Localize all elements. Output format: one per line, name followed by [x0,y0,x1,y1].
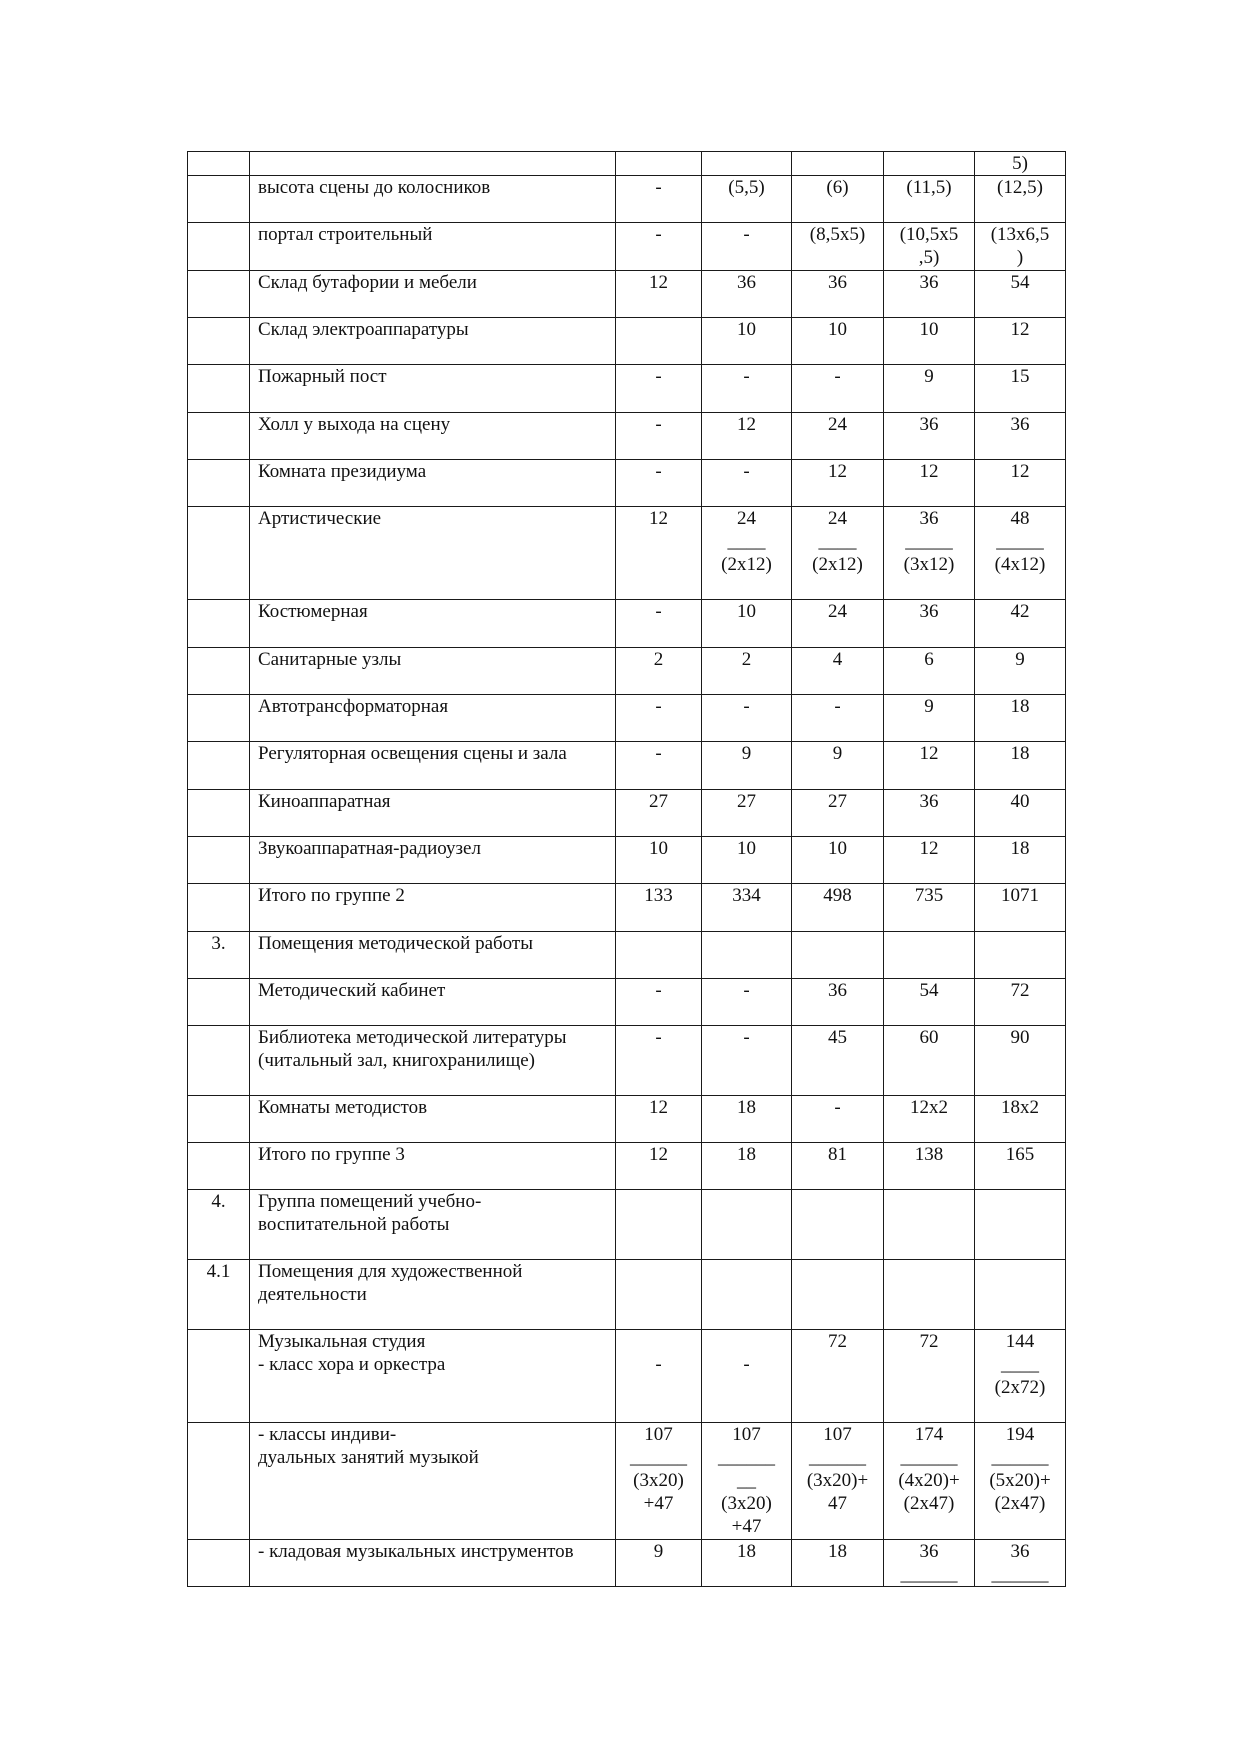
area-value: 90 [975,1026,1066,1096]
area-value: - [616,979,702,1026]
row-number [188,1143,250,1190]
area-value: 36 [792,979,884,1026]
room-name-line: - кладовая музыкальных инструментов [258,1541,574,1562]
area-value: 36 [884,413,975,460]
row-number [188,271,250,318]
table-row [188,837,1066,884]
table-row [188,884,1066,932]
area-value: (8,5x5) [792,223,884,271]
table-row [188,152,1066,176]
room-name [250,884,616,932]
room-name [250,271,616,318]
area-value: 2 [616,648,702,695]
area-value [792,1260,884,1330]
room-name-line: Помещения методической работы [258,933,533,954]
table-row [188,1260,1066,1330]
row-number: 4. [188,1190,250,1260]
area-value: - [702,695,792,742]
table-row [188,1540,1066,1587]
row-number [188,176,250,223]
area-value: 9 [975,648,1066,695]
table-row [188,742,1066,790]
row-number [188,318,250,365]
room-name-line: Склад бутафории и мебели [258,272,477,293]
room-name-line: Киноаппаратная [258,791,391,812]
area-value: 12 [616,507,702,600]
area-value [616,318,702,365]
area-value: (5,5) [702,176,792,223]
table-row [188,318,1066,365]
area-value: - [616,1330,702,1423]
room-name [250,742,616,790]
room-name-line: Комната президиума [258,461,427,482]
table-row [188,176,1066,223]
area-value: 12 [616,1143,702,1190]
row-number [188,837,250,884]
room-name [250,507,616,600]
table-row [188,648,1066,695]
area-value: 9 [792,742,884,790]
table-row [188,695,1066,742]
area-value: 36 [884,790,975,837]
room-name [250,790,616,837]
area-value: 334 [702,884,792,932]
area-value: 2 [702,648,792,695]
area-value: (13x6,5 ) [975,223,1066,271]
area-value: 138 [884,1143,975,1190]
room-name [250,1330,616,1423]
area-value: 18x2 [975,1096,1066,1143]
area-value: - [702,979,792,1026]
room-name [250,1143,616,1190]
area-value: 10 [702,600,792,648]
area-value: 18 [975,695,1066,742]
area-value [975,1190,1066,1260]
room-name [250,1540,616,1587]
room-name-line: Методический кабинет [258,980,446,1001]
area-value: 9 [702,742,792,790]
area-value [702,152,792,176]
table-row [188,1330,1066,1423]
room-name [250,318,616,365]
area-value: 10 [792,318,884,365]
area-value: - [616,742,702,790]
area-value: 18 [702,1143,792,1190]
area-value: 36 [792,271,884,318]
area-value: 107 ______ (3x20) +47 [616,1423,702,1540]
room-name-line: (читальный зал, книгохранилище) [258,1050,535,1071]
area-value: 4 [792,648,884,695]
row-number [188,648,250,695]
area-value: 12 [884,837,975,884]
area-value: - [616,223,702,271]
area-value: 72 [792,1330,884,1423]
room-name-line: Музыкальная студия [258,1331,426,1352]
row-number [188,1026,250,1096]
area-value: 54 [884,979,975,1026]
room-name-line: Холл у выхода на сцену [258,414,451,435]
area-value: 18 [975,742,1066,790]
row-number [188,460,250,507]
table-row [188,600,1066,648]
room-name [250,176,616,223]
room-name [250,1423,616,1540]
row-number: 3. [188,932,250,979]
area-value: 12x2 [884,1096,975,1143]
table-row [188,507,1066,600]
row-number [188,507,250,600]
room-name [250,648,616,695]
room-name-line: Комнаты методистов [258,1097,428,1118]
area-value [792,932,884,979]
area-value: 72 [975,979,1066,1026]
table-row [188,932,1066,979]
table-row [188,979,1066,1026]
room-name-line: Склад электроаппаратуры [258,319,469,340]
table-row [188,1096,1066,1143]
area-value [884,932,975,979]
table-body [188,152,1066,1587]
area-value: 36 [975,413,1066,460]
area-value: 12 [975,318,1066,365]
area-value: - [616,695,702,742]
area-value: 54 [975,271,1066,318]
area-value: 12 [975,460,1066,507]
area-value: - [702,1026,792,1096]
room-name-line: Регуляторная освещения сцены и зала [258,743,567,764]
room-area-table [187,151,1066,1587]
area-value [702,1260,792,1330]
area-value: (12,5) [975,176,1066,223]
area-value: - [702,223,792,271]
room-name-line: Звукоаппаратная-радиоузел [258,838,481,859]
area-value: 36 ______ [884,1540,975,1587]
room-name [250,979,616,1026]
area-value: 10 [702,318,792,365]
room-name [250,932,616,979]
area-value: 9 [616,1540,702,1587]
room-name-line: Итого по группе 2 [258,885,405,906]
area-value: 10 [616,837,702,884]
area-value: 18 [702,1540,792,1587]
area-value: - [792,365,884,413]
area-value: 12 [884,460,975,507]
area-value: 194 ______ (5x20)+ (2x47) [975,1423,1066,1540]
area-value: 40 [975,790,1066,837]
area-value: (10,5x5 ,5) [884,223,975,271]
room-name-line: Артистические [258,508,382,529]
row-number [188,1540,250,1587]
row-number [188,884,250,932]
room-name [250,460,616,507]
row-number [188,600,250,648]
area-value: 5) [975,152,1066,176]
area-value: 498 [792,884,884,932]
row-number [188,152,250,176]
area-value: 12 [616,1096,702,1143]
room-name-line: Пожарный пост [258,366,387,387]
row-number [188,223,250,271]
area-value: 42 [975,600,1066,648]
area-value: 18 [792,1540,884,1587]
area-value: 60 [884,1026,975,1096]
area-value: - [792,1096,884,1143]
table-row [188,1026,1066,1096]
room-name [250,695,616,742]
area-value [616,932,702,979]
room-name-line: Санитарные узлы [258,649,402,670]
area-value: 133 [616,884,702,932]
row-number [188,1423,250,1540]
area-value: 36 [702,271,792,318]
area-value: (11,5) [884,176,975,223]
room-name-line: Группа помещений учебно- [258,1191,482,1212]
area-value [975,932,1066,979]
area-value: 9 [884,695,975,742]
room-name-line: дуальных занятий музыкой [258,1447,479,1468]
room-name [250,600,616,648]
table-row [188,413,1066,460]
area-value: 36 ______ [975,1540,1066,1587]
area-value: 45 [792,1026,884,1096]
area-value: 144 ____ (2x72) [975,1330,1066,1423]
row-number [188,695,250,742]
area-value [884,1260,975,1330]
row-number [188,790,250,837]
area-value: 10 [792,837,884,884]
area-value: 24 [792,413,884,460]
area-value: 12 [792,460,884,507]
table-row [188,271,1066,318]
area-value [975,1260,1066,1330]
table-row [188,365,1066,413]
table-row [188,790,1066,837]
area-value [792,152,884,176]
room-name-line: Итого по группе 3 [258,1144,405,1165]
area-value: 24 ____ (2x12) [792,507,884,600]
room-name-line: высота сцены до колосников [258,177,491,198]
area-value [884,152,975,176]
row-number: 4.1 [188,1260,250,1330]
area-value: - [616,176,702,223]
area-value: 36 [884,271,975,318]
area-value: - [616,600,702,648]
room-name-line: деятельности [258,1284,367,1305]
area-value [792,1190,884,1260]
row-number [188,742,250,790]
room-name-line: - классы индиви- [258,1424,397,1445]
table-row [188,1190,1066,1260]
table-row [188,1423,1066,1540]
area-value: 15 [975,365,1066,413]
area-value: 107 ______ (3x20)+ 47 [792,1423,884,1540]
area-value: 10 [702,837,792,884]
row-number [188,365,250,413]
room-name [250,837,616,884]
room-name [250,152,616,176]
area-value: 72 [884,1330,975,1423]
area-value: 9 [884,365,975,413]
room-name [250,223,616,271]
table-row [188,223,1066,271]
room-name [250,1096,616,1143]
area-value: 6 [884,648,975,695]
row-number [188,1330,250,1423]
row-number [188,1096,250,1143]
room-name-line: Костюмерная [258,601,368,622]
area-value [702,932,792,979]
room-name [250,413,616,460]
area-value: 12 [884,742,975,790]
table-row [188,460,1066,507]
area-value: - [616,413,702,460]
room-name [250,1260,616,1330]
area-value: - [616,1026,702,1096]
area-value: - [702,460,792,507]
room-name-line: - класс хора и оркестра [258,1354,446,1375]
area-value: - [702,365,792,413]
table-row [188,1143,1066,1190]
area-value: 18 [702,1096,792,1143]
row-number [188,979,250,1026]
area-value: - [616,365,702,413]
area-value: 81 [792,1143,884,1190]
area-value: - [792,695,884,742]
area-value: 12 [616,271,702,318]
area-value: 174 ______ (4x20)+ (2x47) [884,1423,975,1540]
area-value: 36 [884,600,975,648]
area-value: 107 ______ __ (3x20) +47 [702,1423,792,1540]
area-value: 36 _____ (3x12) [884,507,975,600]
area-value: 48 _____ (4x12) [975,507,1066,600]
area-value: 1071 [975,884,1066,932]
room-name-line: Автотрансформаторная [258,696,449,717]
area-value: - [702,1330,792,1423]
area-value: 10 [884,318,975,365]
area-value [616,1260,702,1330]
room-name-line: портал строительный [258,224,433,245]
area-value [884,1190,975,1260]
area-value: 165 [975,1143,1066,1190]
area-value: 27 [702,790,792,837]
room-name [250,1190,616,1260]
area-value: 24 [792,600,884,648]
room-name-line: Библиотека методической литературы [258,1027,567,1048]
area-value: 27 [616,790,702,837]
area-value: 12 [702,413,792,460]
row-number [188,413,250,460]
area-value: 18 [975,837,1066,884]
room-name-line: Помещения для художественной [258,1261,523,1282]
area-value [702,1190,792,1260]
area-value: 27 [792,790,884,837]
area-value [616,152,702,176]
area-value [616,1190,702,1260]
area-value: 24 ____ (2x12) [702,507,792,600]
area-value: (6) [792,176,884,223]
area-value: 735 [884,884,975,932]
room-name [250,365,616,413]
area-value: - [616,460,702,507]
room-name-line: воспитательной работы [258,1214,450,1235]
room-name [250,1026,616,1096]
